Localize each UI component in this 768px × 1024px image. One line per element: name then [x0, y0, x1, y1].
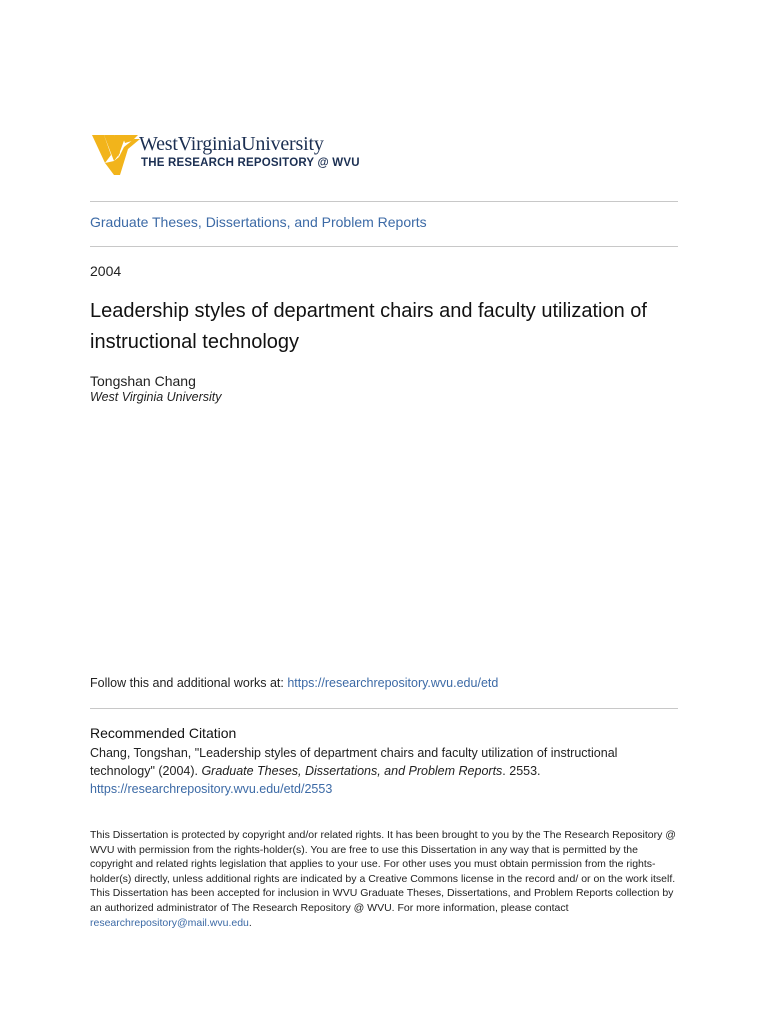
cover-page — [90, 0, 678, 1024]
citation-number: . 2553. — [502, 764, 541, 778]
author-affiliation: West Virginia University — [90, 390, 222, 404]
follow-prefix: Follow this and additional works at: — [90, 676, 288, 690]
rights-end: . — [248, 916, 252, 929]
divider — [90, 201, 678, 202]
author-name: Tongshan Chang — [90, 373, 196, 389]
citation-series: Graduate Theses, Dissertations, and Problem Reports — [201, 764, 503, 778]
divider — [90, 246, 678, 247]
rights-statement — [90, 828, 678, 930]
divider — [90, 708, 678, 709]
university-name: WestVirginiaUniversity — [139, 133, 324, 155]
flying-wv-icon — [92, 133, 140, 177]
citation-url-link[interactable]: https://researchrepository.wvu.edu/etd/2553 — [90, 782, 333, 796]
etd-collection-link[interactable]: https://researchrepository.wvu.edu/etd — [287, 676, 499, 690]
contact-email-link[interactable]: researchrepository@mail.wvu.edu — [90, 916, 249, 929]
wvu-logo[interactable] — [92, 133, 372, 179]
citation-text — [90, 744, 678, 798]
repository-name: THE RESEARCH REPOSITORY @ WVU — [141, 157, 360, 169]
follow-line — [90, 676, 498, 690]
citation-body: Chang, Tongshan, "Leadership styles of department chairs and faculty utilization of instructional technology" (2004). — [90, 746, 618, 778]
citation-heading: Recommended Citation — [90, 725, 237, 741]
publication-year: 2004 — [90, 263, 122, 279]
collection-link[interactable]: Graduate Theses, Dissertations, and Problem Reports — [90, 214, 427, 230]
document-title: Leadership styles of department chairs and faculty utilization of instructional technology — [90, 300, 647, 353]
rights-text: This Dissertation is protected by copyright and/or related rights. It has been brought to you by the The Research Repository @ WVU with permission from the rights-holder(s). You are free to use this Dissertation in any way that is permitted by the copyright and related rights legislation that applies to your use. For other uses you must obtain permission from the rights-holder(s) directly, unless additional rights are indicated by a Creative Commons license in the record and/ or on the work itself. This Dissertation has been accepted for inclusion in WVU Graduate Theses, Dissertations, and Problem Reports collection by an authorized administrator of The Research Repository @ WVU. For more information, please contact — [90, 829, 676, 914]
